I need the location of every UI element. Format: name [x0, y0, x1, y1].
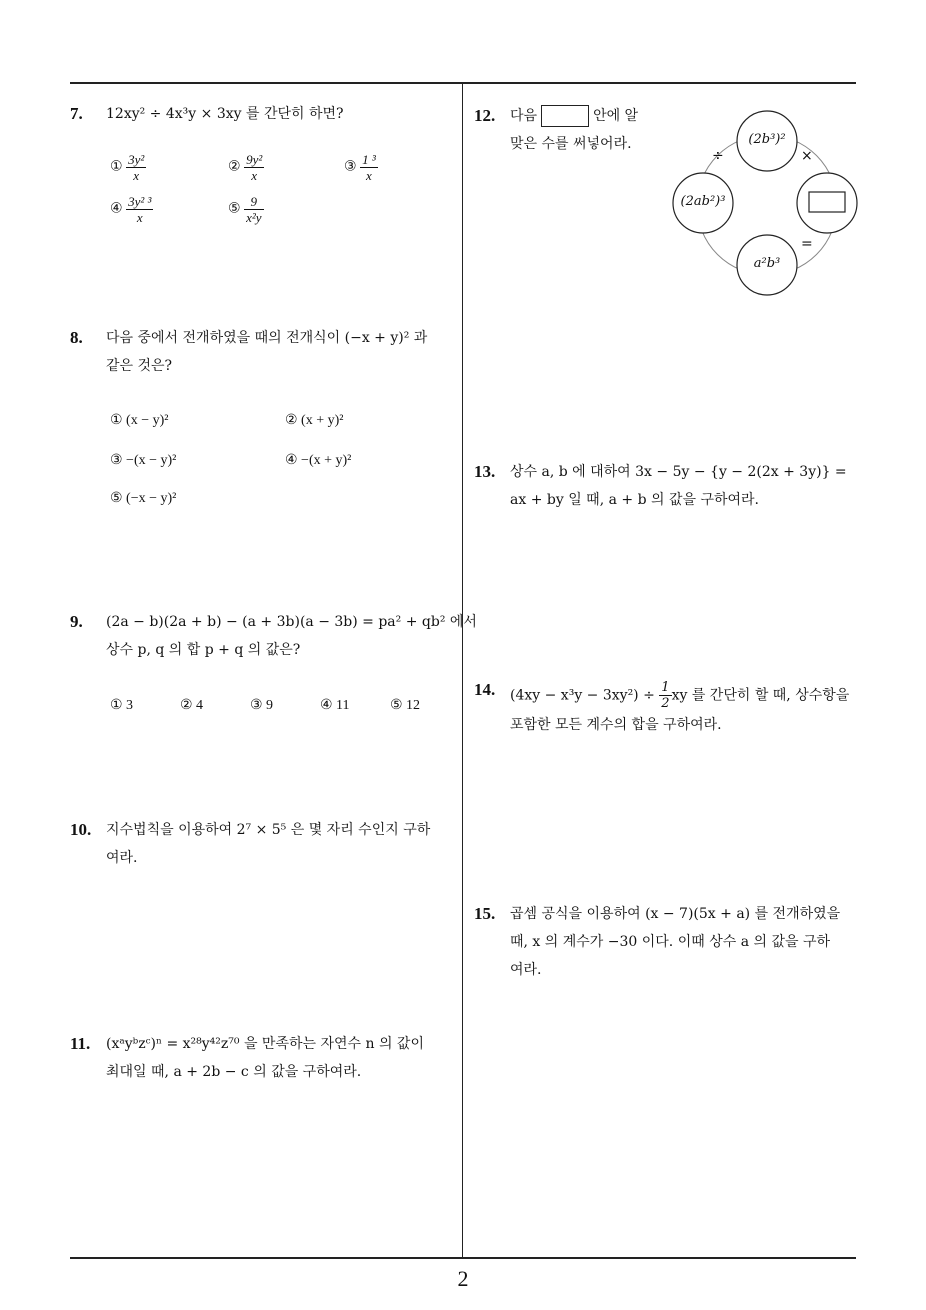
question-14-line-1a: (4xy − x³y − 3xy²) ÷: [510, 687, 655, 704]
question-14-line-2: 포함한 모든 계수의 합을 구하여라.: [510, 717, 722, 733]
q8-option-5: ⑤ (−x − y)²: [110, 491, 177, 506]
question-8: [70, 324, 455, 384]
question-9-line-1: (2a − b)(2a + b) − (a + 3b)(a − 3b) = pa² + qb² 에서: [106, 614, 477, 630]
question-14: [474, 676, 864, 746]
question-8-line-2: 같은 것은?: [106, 358, 173, 374]
question-9-line-2: 상수 p, q 의 합 p + q 의 값은?: [106, 642, 301, 658]
q7-option-4: ④ $\frac{\text{3y² ³}}{x}$: [110, 194, 152, 225]
diagram-times-symbol: ×: [801, 148, 813, 164]
q9-option-1: ① 3: [110, 698, 134, 713]
question-12: [474, 102, 674, 162]
diagram-label-bottom: a²b³: [753, 256, 781, 271]
question-9: [70, 608, 477, 668]
top-rule: [70, 82, 856, 84]
question-10-line-1: 지수법칙을 이용하여 2⁷ × 5⁵ 은 몇 자리 수인지 구하: [106, 822, 431, 838]
question-8-number: 8.: [70, 328, 83, 347]
diagram-label-top: (2b³)²: [748, 132, 786, 147]
question-12-line-1b: 안에 알: [593, 108, 639, 124]
q7-option-5: ⑤ $\frac{9}{\text{x²y}}$: [228, 194, 262, 225]
question-10-line-2: 여라.: [106, 850, 138, 866]
diagram-divide-symbol: ÷: [712, 148, 724, 164]
question-12-line-2: 맞은 수를 써넣어라.: [510, 136, 632, 152]
question-11: [70, 1030, 455, 1090]
q9-option-4: ④ 11: [320, 698, 350, 713]
question-8-line-1: 다음 중에서 전개하였을 때의 전개식이 (−x + y)² 과: [106, 330, 428, 346]
q8-option-4: ④ −(x + y)²: [285, 453, 352, 468]
page-number: 2: [457, 1266, 469, 1291]
q8-option-2: ② (x + y)²: [285, 413, 344, 428]
q7-option-3: ③ $\frac{\text{1 ³}}{x}$: [344, 152, 376, 183]
q8-option-3: ③ −(x − y)²: [110, 453, 177, 468]
q12-operation-diagram: [668, 108, 864, 298]
answer-blank-box: [541, 105, 589, 127]
question-9-number: 9.: [70, 612, 83, 631]
q9-option-2: ② 4: [180, 698, 204, 713]
question-10-number: 10.: [70, 820, 92, 839]
question-7-number: 7.: [70, 104, 83, 123]
question-15: [474, 900, 864, 990]
question-13-line-2: ax + by 일 때, a + b 의 값을 구하여라.: [510, 492, 760, 508]
question-11-number: 11.: [70, 1034, 91, 1053]
question-13: [474, 458, 864, 518]
question-15-line-1: 곱셈 공식을 이용하여 (x − 7)(5x + a) 를 전개하였을: [510, 906, 841, 922]
question-15-line-2: 때, x 의 계수가 −30 이다. 이때 상수 a 의 값을 구하: [510, 934, 831, 950]
q7-option-2: ② $\frac{\text{9y²}}{x}$: [228, 152, 263, 183]
diagram-equals-symbol: =: [801, 236, 813, 252]
question-15-number: 15.: [474, 904, 496, 923]
diagram-label-left: (2ab²)³: [680, 194, 726, 209]
question-13-line-1: 상수 a, b 에 대하여 3x − 5y − {y − 2(2x + 3y)} =: [510, 464, 847, 480]
column-divider: [462, 82, 463, 1258]
bottom-rule: [70, 1257, 856, 1259]
q9-option-5: ⑤ 12: [390, 698, 421, 713]
question-7-text: 12xy² ÷ 4x³y × 3xy 를 간단히 하면?: [106, 106, 344, 122]
question-11-line-2: 최대일 때, a + 2b − c 의 값을 구하여라.: [106, 1064, 362, 1080]
q8-option-1: ① (x − y)²: [110, 413, 169, 428]
diagram-answer-box: [809, 192, 845, 212]
question-10: [70, 816, 455, 876]
q7-option-1: ① $\frac{\text{3y²}}{x}$: [110, 152, 145, 183]
question-12-line-1a: 다음: [510, 108, 538, 124]
question-14-fraction: $\frac{1}{2}$: [661, 680, 670, 711]
question-13-number: 13.: [474, 462, 496, 481]
question-14-number: 14.: [474, 680, 496, 699]
question-14-line-1b: xy 를 간단히 할 때, 상수항을: [671, 687, 850, 704]
q9-option-3: ③ 9: [250, 698, 274, 713]
question-11-line-1: (xᵃyᵇzᶜ)ⁿ = x²⁸y⁴²z⁷⁰ 을 만족하는 자연수 n 의 값이: [106, 1036, 424, 1052]
question-15-line-3: 여라.: [510, 962, 542, 978]
question-12-number: 12.: [474, 106, 496, 125]
